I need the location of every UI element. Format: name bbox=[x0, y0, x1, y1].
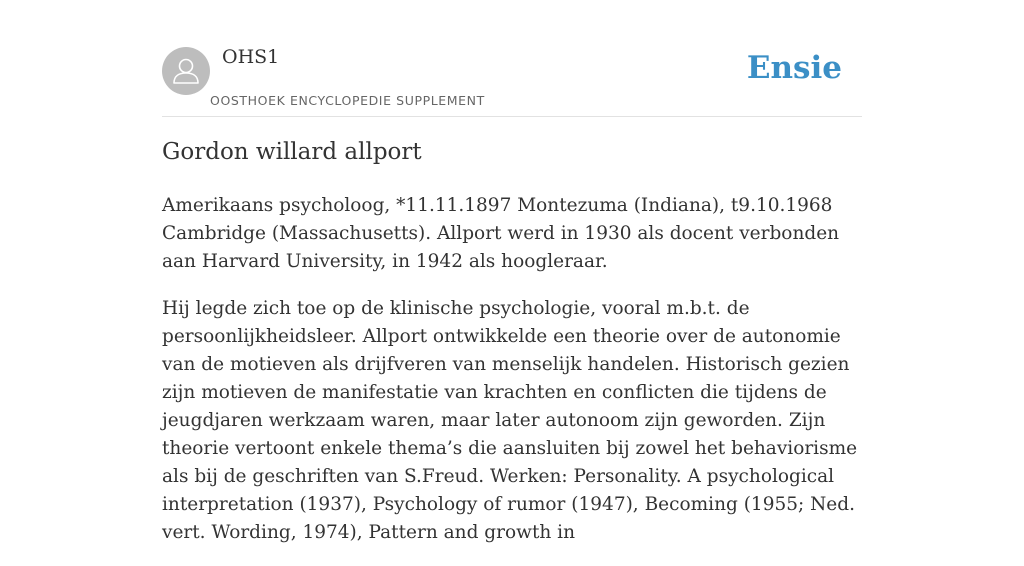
avatar[interactable] bbox=[162, 47, 210, 95]
article-title: Gordon willard allport bbox=[162, 139, 422, 165]
user-icon bbox=[162, 47, 210, 95]
ensie-logo[interactable]: Ensie bbox=[746, 50, 842, 86]
page-container bbox=[162, 0, 862, 543]
article-paragraph: Amerikaans psycholoog, *11.11.1897 Montezuma (Indiana), t9.10.1968 Cambridge (Massachusetts). Allport werd in 1930 als docent verbonden aan Harvard University, in 1942 als hoogleraar. bbox=[162, 195, 840, 272]
article-body bbox=[162, 192, 862, 566]
article-paragraph: Hij legde zich toe op de klinische psychologie, vooral m.b.t. de persoonlijkheidsleer. Allport ontwikkelde een theorie over de autonomie van de motieven als drijfveren van menselijk handelen. Historisch gezien zijn motieven de manifestatie van krachten en conflicten die tijdens de jeugdjaren werkzaam waren, maar later autonoom zijn geworden. Zijn theorie vertoont enkele thema’s die aansluiten bij zowel het behaviorisme als bij de geschriften van S.Freud. Werken: Personality. A psychological interpretation (1937), Psychology of rumor (1947), Becoming (1955; Ned. vert. Wording, 1974), Pattern and growth in bbox=[162, 298, 858, 543]
source-code[interactable]: OHS1 bbox=[222, 46, 280, 68]
article-header bbox=[162, 0, 862, 117]
source-name[interactable]: OOSTHOEK ENCYCLOPEDIE SUPPLEMENT bbox=[210, 93, 485, 108]
